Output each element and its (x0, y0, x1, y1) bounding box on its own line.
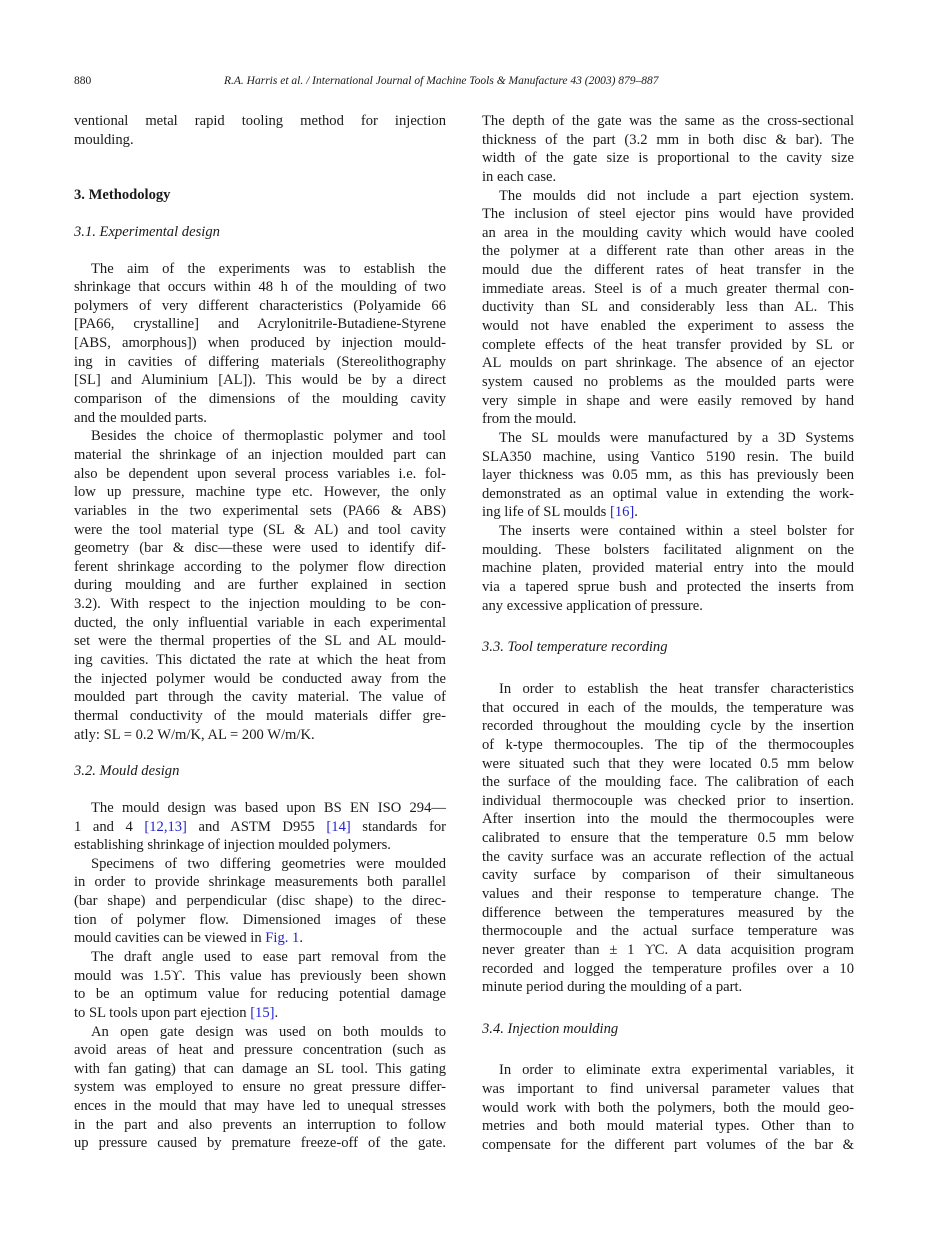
subsection-heading: 3.1. Experimental design (74, 223, 220, 240)
subsection-heading: 3.3. Tool temperature recording (482, 639, 668, 656)
right-column (482, 112, 854, 1155)
figure-link[interactable]: Fig. 1 (265, 930, 300, 947)
subsection-heading: 3.2. Mould design (74, 763, 180, 780)
citation-link[interactable]: [16] (609, 504, 635, 521)
paragraph: Specimens of two differing geometries were moulded in order to provide shrinkage measurements both parallel (bar shape) and perpendicular (disc shape) to the direc- tion of polymer flow. Dimensioned images of these mould cavities can be viewed in Fig. 1. (74, 855, 446, 947)
paragraph: The draft angle used to ease part removal from the mould was 1.5ϒ. This value has previously been shown to be an optimum value for reducing potential damage to SL tools upon part ejection [15]. (74, 948, 446, 1021)
citation-link[interactable]: [14] (326, 818, 351, 835)
paragraph: The moulds did not include a part ejection system. The inclusion of steel ejector pins would have provided an area in the moulding cavity which would have cooled the polymer at a different rate than other areas in the mould due the different rates of heat transfer in the immediate areas. Steel is of a much greater thermal con- ductivity than SL and considerably less than AL. This would not have enabled the experiment to assess the complete effects of the heat transfer provided by SL or AL moulds on part shrinkage. The absence of an ejector system caused no problems as the moulded parts were very simple in shape and were easily removed by hand from the mould. (482, 187, 854, 428)
paragraph: In order to establish the heat transfer characteristics that occured in each of the moulds, the temperature was recorded throughout the moulding cycle by the insertion of k-type thermocouples. The tip of the thermocouples were situated such that they were located 0.5 mm below the surface of the moulding face. The calibration of each individual thermocouple was checked prior to insertion. After insertion into the mould the thermocouples were calibrated to ensure that the temperature 0.5 mm below the cavity surface was an accurate reflection of the actual cavity surface by comparison of their simultaneous values and their response to temperature change. The difference between the temperatures measured by the thermocouple and the actual surface temperature was never greater than ± 1 ϒC. A data acquisition program recorded and logged the temperature profiles over a 10 minute period during the moulding of a part. (482, 680, 854, 996)
paragraph: In order to eliminate extra experimental variables, it was important to find universal parameter values that would work with both the polymers, both the mould geo- metries and both mould material types. Other than to compensate for the different part volumes of the bar & (482, 1062, 854, 1154)
paragraph: Besides the choice of thermoplastic polymer and tool material the shrinkage of an injection moulded part can also be dependent upon several process variables i.e. fol- low up pressure, machine type etc. However, the only variables in the two experimental sets (PA66 & ABS) were the tool material type (SL & AL) and tool cavity geometry (bar & disc—these were used to identify dif- ferent shrinkage according to the polymer flow direction during moulding and are further explained in section 3.2). With respect to the injection moulding to be con- ducted, the only influential variable in each experimental set were the thermal properties of the SL and AL mould- ing cavities. This dictated the rate at which the heat from the injected polymer would be conducted away from the moulded part through the cavity material. The value of thermal conductivity of the mould materials differ gre- atly: SL = 0.2 W/m/K, AL = 200 W/m/K. (74, 428, 446, 743)
running-head (74, 75, 856, 91)
left-column (74, 112, 446, 1153)
paragraph: The mould design was based upon BS EN ISO 294— 1 and 4 [12,13] and ASTM D955 [14] standards for establishing shrinkage of injection moulded polymers. (74, 799, 446, 854)
page-number: 880 (74, 75, 92, 87)
citation-link[interactable]: [15] (250, 1004, 275, 1021)
paragraph: The depth of the gate was the same as the cross-sectional thickness of the part (3.2 mm in both disc & bar). The width of the gate size is proportional to the cavity size in each case. (482, 113, 854, 185)
paragraph: An open gate design was used on both moulds to avoid areas of heat and pressure concentration (such as with fan gating) that can damage an SL tool. This gating system was employed to ensure no great pressure differ- ences in the mould that may have led to unequal stresses in the part and also prevents an interruption to follow up pressure caused by premature freeze-off of the gate. (74, 1023, 446, 1152)
paragraph: The inserts were contained within a steel bolster for moulding. These bolsters facilitated alignment on the machine platen, provided material entry into the mould via a tapered sprue bush and protected the inserts from any excessive application of pressure. (482, 523, 854, 614)
paragraph: The SL moulds were manufactured by a 3D Systems SLA350 machine, using Vantico 5190 resin. The build layer thickness was 0.05 mm, as this has previously been demonstrated as an optimal value in extending the work- ing life of SL moulds [16]. (482, 429, 854, 521)
journal-citation: R.A. Harris et al. / International Journal of Machine Tools & Manufacture 43 (2003) 879–887 (224, 75, 659, 87)
subsection-heading: 3.4. Injection moulding (482, 1020, 619, 1037)
continuation-paragraph: ventional metal rapid tooling method for injection moulding. (74, 113, 446, 148)
section-heading: 3. Methodology (74, 187, 171, 204)
citation-link[interactable]: [12,13] (144, 818, 187, 835)
paragraph: The aim of the experiments was to establish the shrinkage that occurs within 48 h of the moulding of two polymers of very different characteristics (Polyamide 66 [PA66, crystalline] and Acrylonitrile-Butadiene-Styrene [ABS, amorphous]) when produced by injection mould- ing in cavities of differing materials (Stereolithography [SL] and Aluminium [AL]). This would be by a direct comparison of the dimensions of the moulding cavity and the moulded parts. (74, 260, 446, 426)
